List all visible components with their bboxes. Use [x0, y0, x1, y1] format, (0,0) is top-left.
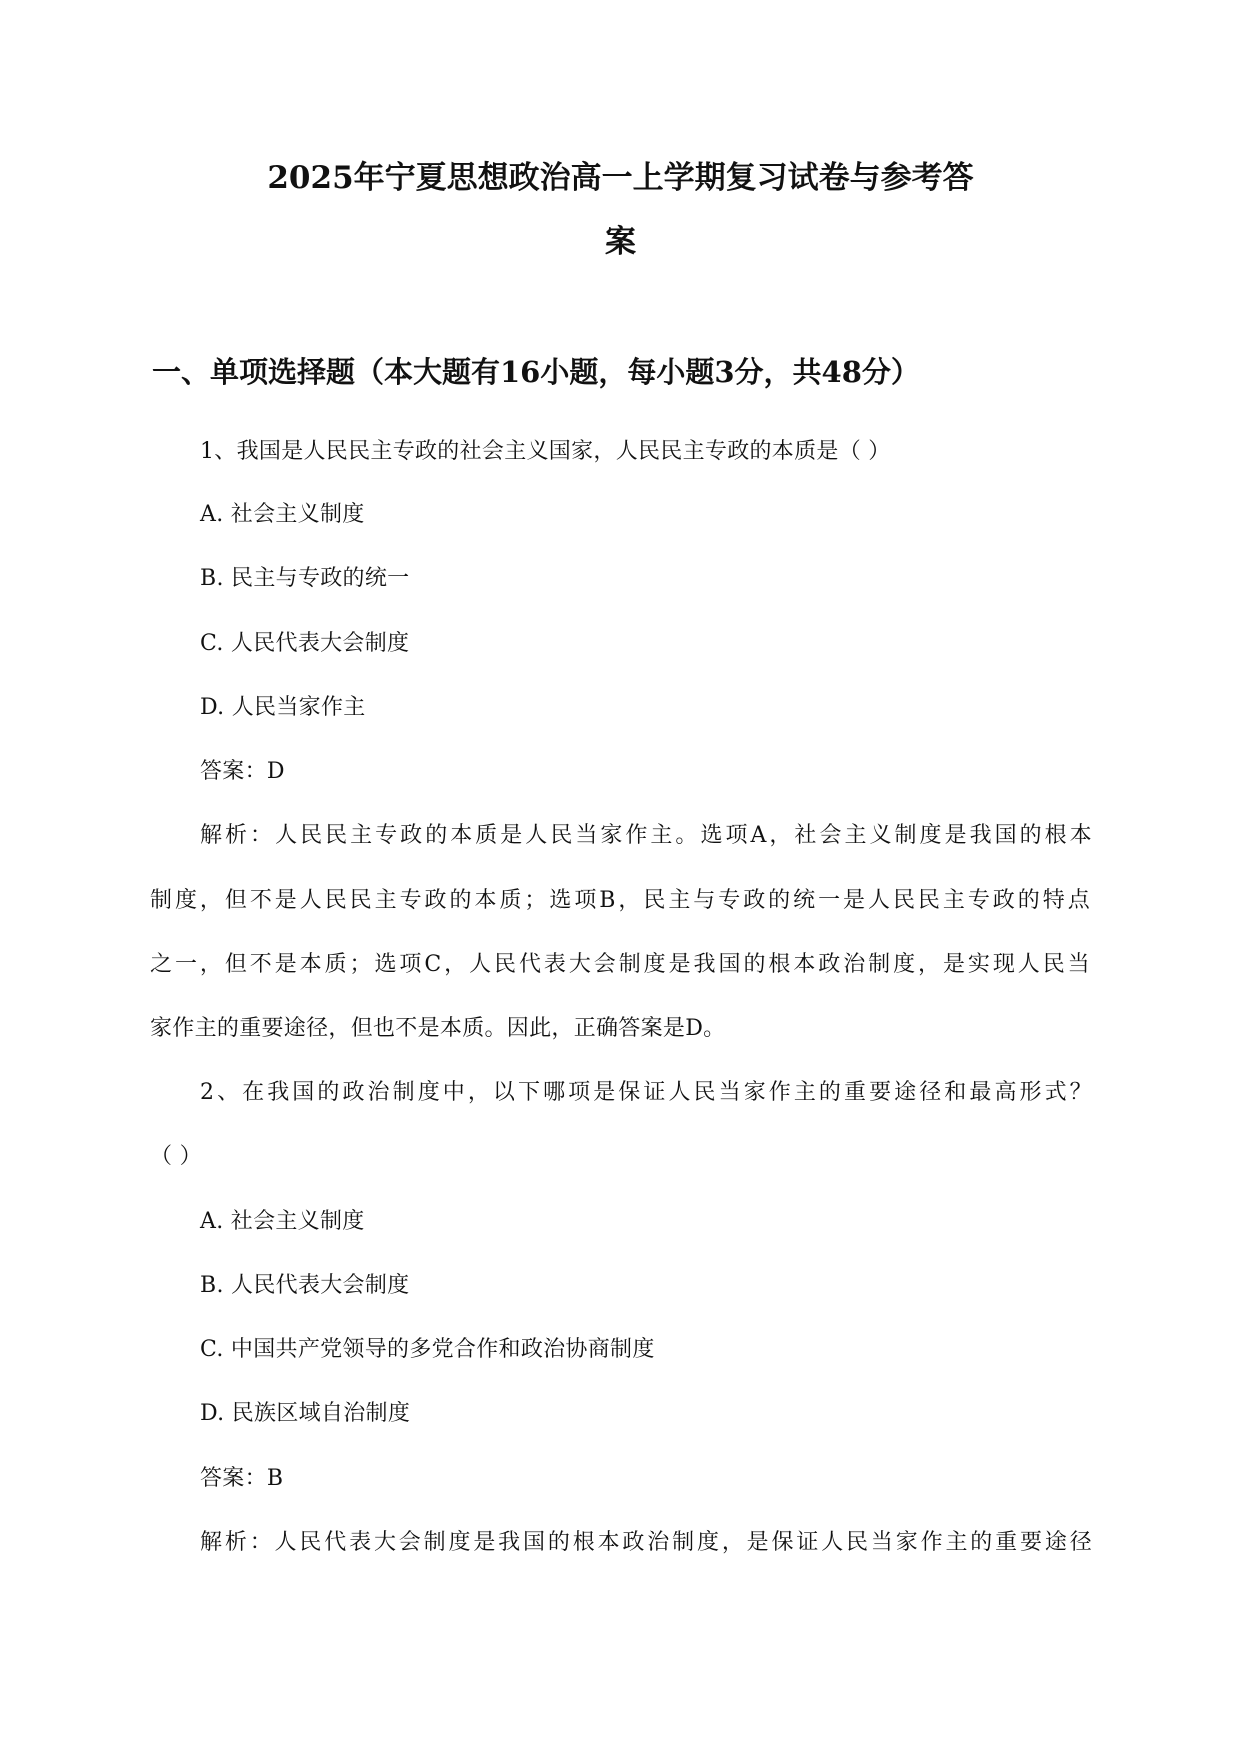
question-1-analysis-line-2: 制度，但不是人民民主专政的本质；选项B，民主与专政的统一是人民民主专政的特点	[150, 888, 1090, 913]
question-1-option-a: A. 社会主义制度	[200, 502, 365, 527]
question-1-answer: 答案：D	[200, 759, 285, 784]
question-2-answer: 答案：B	[200, 1466, 284, 1491]
question-1-analysis-line-1: 解析：人民民主专政的本质是人民当家作主。选项A，社会主义制度是我国的根本	[200, 823, 1092, 848]
question-1-stem: 1、我国是人民民主专政的社会主义国家，人民民主专政的本质是（ ）	[200, 439, 891, 464]
question-1-analysis-line-3: 之一，但不是本质；选项C，人民代表大会制度是我国的根本政治制度，是实现人民当	[150, 952, 1090, 977]
question-2-stem-line-2: （ ）	[150, 1144, 202, 1169]
section-heading: 一、单项选择题（本大题有16小题，每小题3分，共48分）	[152, 355, 920, 389]
question-2-option-b: B. 人民代表大会制度	[200, 1273, 410, 1298]
question-1-option-b: B. 民主与专政的统一	[200, 566, 410, 591]
question-2-option-c: C. 中国共产党领导的多党合作和政治协商制度	[200, 1337, 655, 1362]
question-1-option-d: D. 人民当家作主	[200, 695, 366, 720]
question-2-stem-line-1: 2、在我国的政治制度中，以下哪项是保证人民当家作主的重要途径和最高形式？	[200, 1080, 1092, 1105]
document-title-line-1: 2025年宁夏思想政治高一上学期复习试卷与参考答	[267, 160, 974, 196]
question-2-analysis-line-1: 解析：人民代表大会制度是我国的根本政治制度，是保证人民当家作主的重要途径	[200, 1530, 1092, 1555]
document-title-line-2: 案	[605, 224, 636, 260]
question-1-option-c: C. 人民代表大会制度	[200, 631, 410, 656]
question-2-option-d: D. 民族区域自治制度	[200, 1401, 411, 1426]
question-1-analysis-line-4: 家作主的重要途径，但也不是本质。因此，正确答案是D。	[150, 1016, 726, 1041]
question-2-option-a: A. 社会主义制度	[200, 1209, 365, 1234]
